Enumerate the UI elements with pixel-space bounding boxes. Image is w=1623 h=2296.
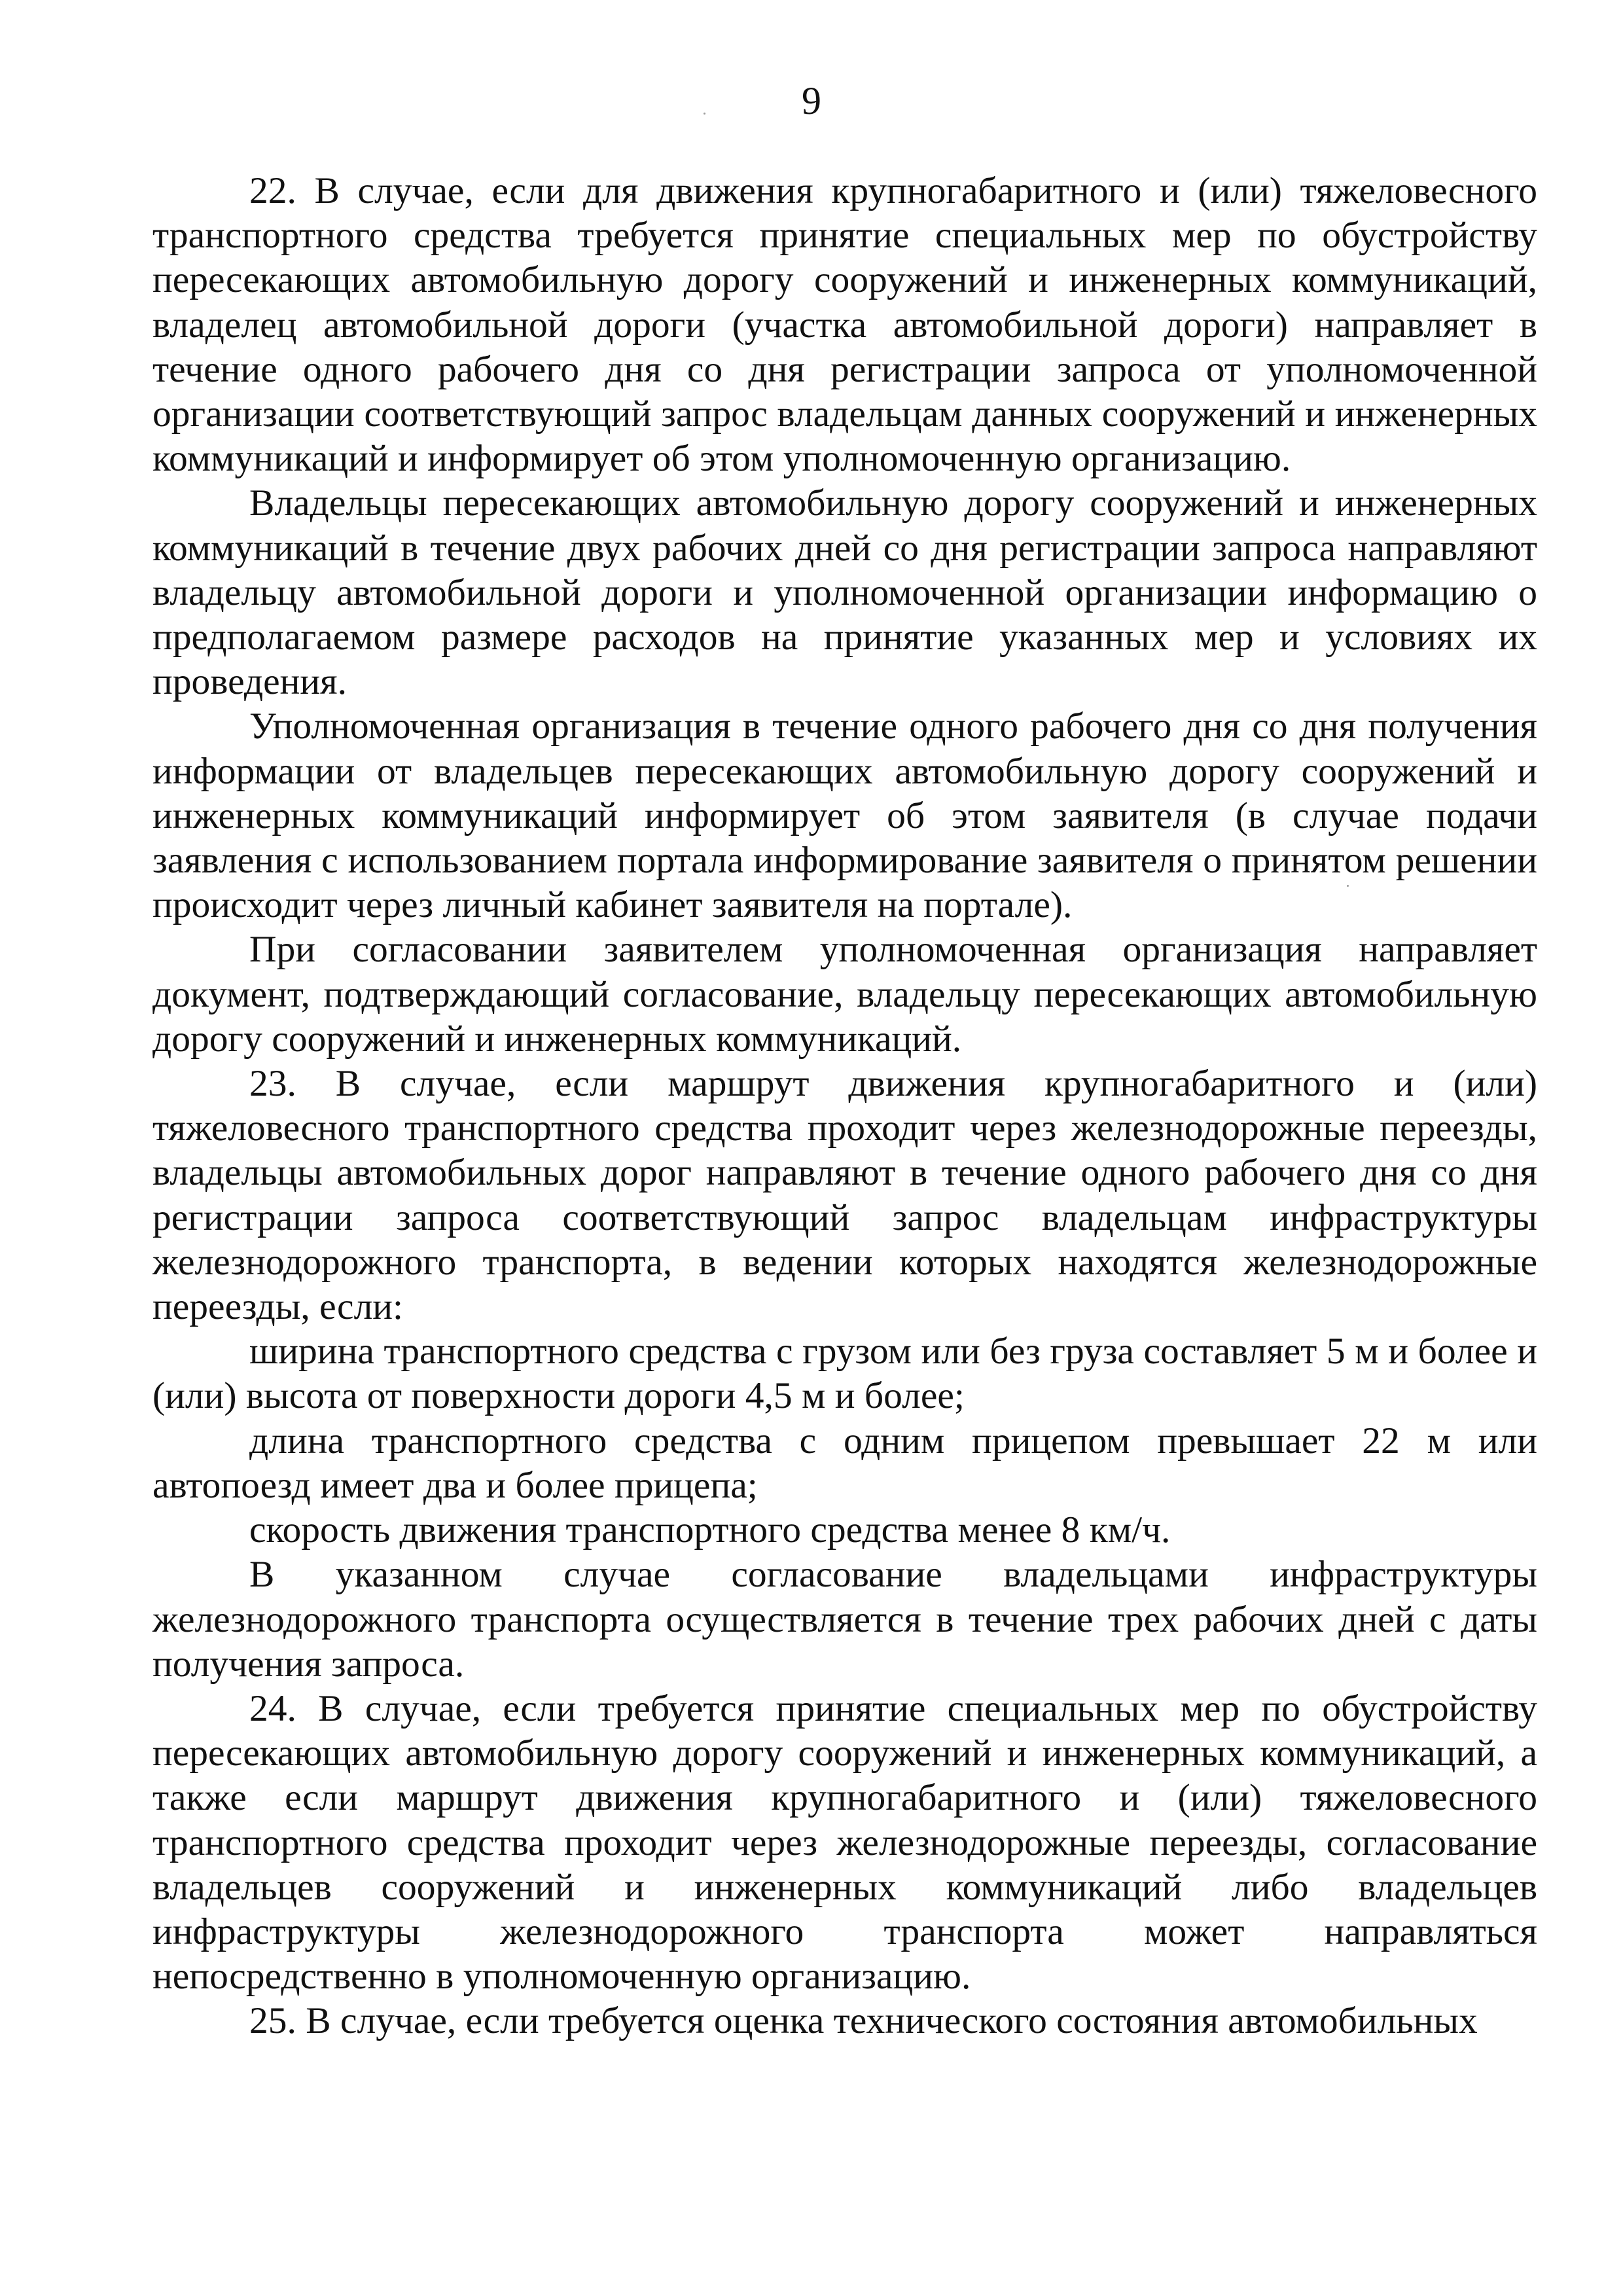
paragraph-applicant-approval: При согласовании заявителем уполномоченная организация направляет документ, подтверждающий согласование, владельцу пересекающих автомобильную дорогу сооружений и инженерных коммуникаций. — [152, 929, 1537, 1060]
scan-speck — [704, 113, 705, 115]
document-body — [152, 169, 1537, 2044]
paragraph-owners-response: Владельцы пересекающих автомобильную дорогу сооружений и инженерных коммуникаций в течение двух рабочих дней со дня регистрации запроса направляют владельцу автомобильной дороги и уполномоченной организации информацию о предполагаемом размере расходов на принятие указанных мер и условиях их проведения. — [152, 482, 1537, 703]
paragraph-24: 24. В случае, если требуется принятие специальных мер по обустройству пересекающих автомобильную дорогу сооружений и инженерных коммуникаций, а также если маршрут движения крупногабаритного и (или) тяжеловесного транспортного средства проходит через железнодорожные переезды, согласование владельцев сооружений и инженерных коммуникаций либо владельцев инфраструктуры железнодорожного транспорта может направляться непосредственно в уполномоченную организацию. — [152, 1687, 1537, 1998]
paragraph-23: 23. В случае, если маршрут движения крупногабаритного и (или) тяжеловесного транспортного средства проходит через железнодорожные переезды, владельцы автомобильных дорог направляют в течение одного рабочего дня со дня регистрации запроса соответствующий запрос владельцам инфраструктуры железнодорожного транспорта, в ведении которых находятся железнодорожные переезды, если: — [152, 1063, 1537, 1328]
paragraph-authorized-org-informs: Уполномоченная организация в течение одного рабочего дня со дня получения информации от владельцев пересекающих автомобильную дорогу сооружений и инженерных коммуникаций информирует об этом заявителя (в случае подачи заявления с использованием портала информирование заявителя о принятом решении происходит через личный кабинет заявителя на портале). — [152, 706, 1537, 926]
list-item-width: ширина транспортного средства с грузом или без груза составляет 5 м и более и (или) высота от поверхности дороги 4,5 м и более; — [152, 1331, 1537, 1417]
list-item-speed: скорость движения транспортного средства менее 8 км/ч. — [249, 1509, 1171, 1551]
paragraph-railway-approval: В указанном случае согласование владельцами инфраструктуры железнодорожного транспорта осуществляется в течение трех рабочих дней с даты получения запроса. — [152, 1554, 1537, 1685]
paragraph-25: 25. В случае, если требуется оценка технического состояния автомобильных — [249, 2000, 1478, 2042]
list-item-length: длина транспортного средства с одним прицепом превышает 22 м или автопоезд имеет два и более прицепа; — [152, 1420, 1537, 1506]
scan-speck — [1347, 885, 1349, 887]
page-number: 9 — [802, 79, 821, 122]
paragraph-22: 22. В случае, если для движения крупногабаритного и (или) тяжеловесного транспортного средства требуется принятие специальных мер по обустройству пересекающих автомобильную дорогу сооружений и инженерных коммуникаций, владелец автомобильной дороги (участка автомобильной дороги) направляет в течение одного рабочего дня со дня регистрации запроса от уполномоченной организации соответствующий запрос владельцам данных сооружений и инженерных коммуникаций и информирует об этом уполномоченную организацию. — [152, 170, 1537, 480]
